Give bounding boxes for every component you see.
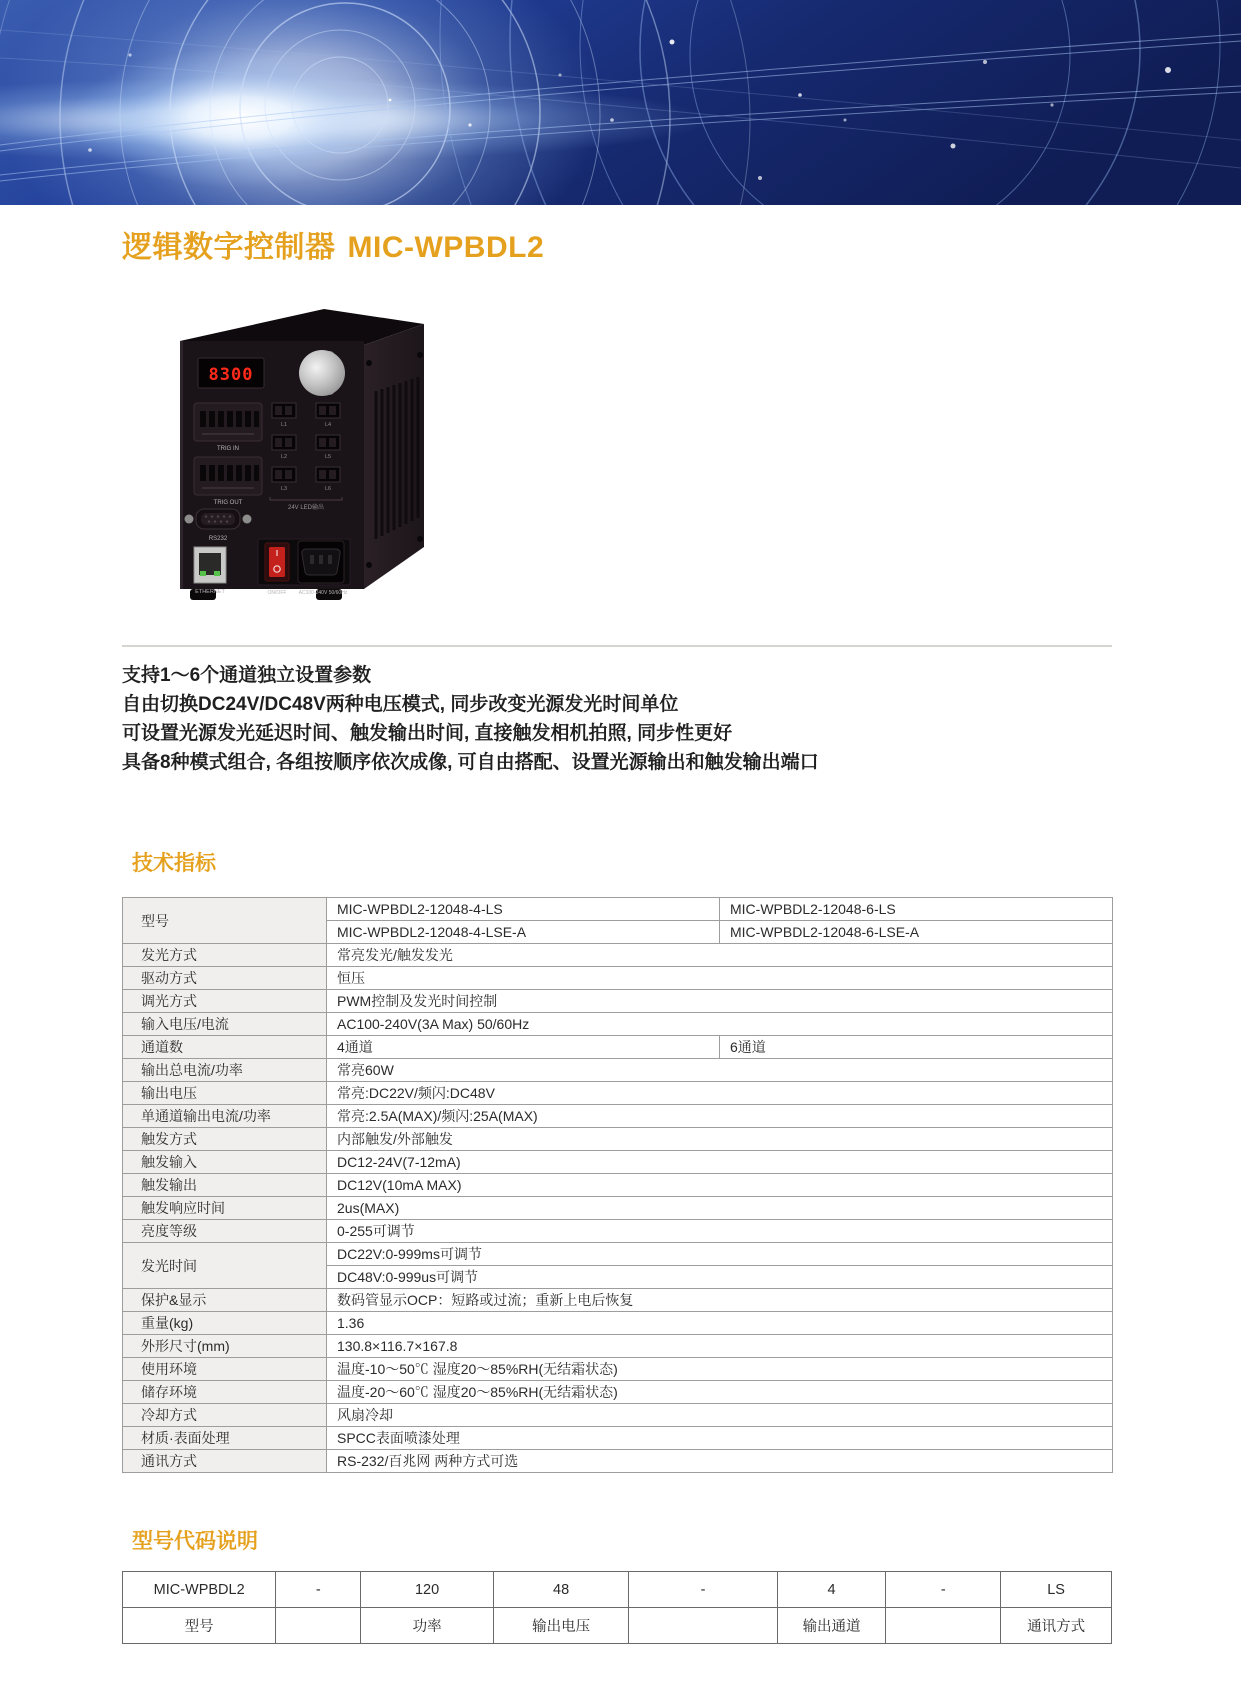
spec-label-cell: 输入电压/电流 <box>123 1013 327 1036</box>
spec-value-cell: 风扇冷却 <box>327 1404 1113 1427</box>
code-label-cell: 功率 <box>361 1608 494 1644</box>
spec-row <box>123 1128 1113 1151</box>
svg-text:L2: L2 <box>280 454 288 460</box>
spec-value-cell: AC100-240V(3A Max) 50/60Hz <box>327 1013 1113 1036</box>
spec-value-cell: 2us(MAX) <box>327 1197 1113 1220</box>
spec-label-cell: 触发输出 <box>123 1174 327 1197</box>
code-cell: LS <box>1001 1572 1112 1608</box>
spec-label-cell: 驱动方式 <box>123 967 327 990</box>
code-cell: 4 <box>777 1572 886 1608</box>
spec-row <box>123 1013 1113 1036</box>
spec-value-cell: MIC-WPBDL2-12048-6-LS <box>720 898 1113 921</box>
spec-row <box>123 990 1113 1013</box>
feature-line: 自由切换DC24V/DC48V两种电压模式, 同步改变光源发光时间单位 <box>122 694 679 715</box>
led-display <box>198 358 264 388</box>
code-cell: 120 <box>361 1572 494 1608</box>
spec-value-cell: 温度-10～50℃ 湿度20～85%RH(无结霜状态) <box>327 1358 1113 1381</box>
spec-label-cell: 通讯方式 <box>123 1450 327 1473</box>
page-title <box>122 229 1112 267</box>
spec-row <box>123 1082 1113 1105</box>
code-label-cell: 通讯方式 <box>1001 1608 1112 1644</box>
spec-label-cell: 外形尺寸(mm) <box>123 1335 327 1358</box>
spec-value-cell: DC22V:0-999ms可调节 <box>327 1243 1113 1266</box>
feature-list <box>122 661 1112 777</box>
svg-text:8300: 8300 <box>208 365 254 385</box>
spec-value-cell: 常亮:DC22V/频闪:DC48V <box>327 1082 1113 1105</box>
spec-label-cell: 储存环境 <box>123 1381 327 1404</box>
spec-value-cell: MIC-WPBDL2-12048-4-LS <box>327 898 720 921</box>
feature-line: 具备8种模式组合, 各组按顺序依次成像, 可自由搭配、设置光源输出和触发输出端口 <box>122 752 819 773</box>
spec-row <box>123 1427 1113 1450</box>
spec-value-cell: 温度-20～60℃ 湿度20～85%RH(无结霜状态) <box>327 1381 1113 1404</box>
spec-row <box>123 1450 1113 1473</box>
feature-line: 可设置光源发光延迟时间、触发输出时间, 直接触发相机拍照, 同步性更好 <box>122 723 733 744</box>
code-cell: - <box>629 1572 777 1608</box>
code-label-cell <box>886 1608 1001 1644</box>
spec-row <box>123 1174 1113 1197</box>
spec-value-cell: 0-255可调节 <box>327 1220 1113 1243</box>
svg-text:RS232: RS232 <box>208 536 228 542</box>
code-cell: - <box>276 1572 361 1608</box>
spec-row <box>123 1059 1113 1082</box>
spec-label-cell: 发光方式 <box>123 944 327 967</box>
spec-row <box>123 1289 1113 1312</box>
svg-text:L6: L6 <box>324 486 332 492</box>
spec-label-cell: 通道数 <box>123 1036 327 1059</box>
spec-row <box>123 898 1113 921</box>
spec-label-cell: 冷却方式 <box>123 1404 327 1427</box>
spec-row <box>123 1105 1113 1128</box>
spec-label-cell: 调光方式 <box>123 990 327 1013</box>
svg-text:ON/OFF: ON/OFF <box>267 590 287 596</box>
spec-value-cell: DC12-24V(7-12mA) <box>327 1151 1113 1174</box>
spec-value-cell: 1.36 <box>327 1312 1113 1335</box>
spec-value-cell: 130.8×116.7×167.8 <box>327 1335 1113 1358</box>
svg-text:ETHERNET: ETHERNET <box>195 589 225 595</box>
spec-label-cell: 输出总电流/功率 <box>123 1059 327 1082</box>
spec-row <box>123 1197 1113 1220</box>
spec-value-cell: RS-232/百兆网 两种方式可选 <box>327 1450 1113 1473</box>
spec-label-cell: 重量(kg) <box>123 1312 327 1335</box>
svg-text:L5: L5 <box>324 454 332 460</box>
banner-image <box>0 0 1241 205</box>
code-cell: MIC-WPBDL2 <box>123 1572 276 1608</box>
spec-row <box>123 1243 1113 1266</box>
spec-table <box>122 897 1113 1473</box>
spec-value-cell: MIC-WPBDL2-12048-4-LSE-A <box>327 921 720 944</box>
code-label-row <box>123 1608 1112 1644</box>
spec-row <box>123 1358 1113 1381</box>
model-code-table <box>122 1571 1112 1644</box>
spec-label-cell: 亮度等级 <box>123 1220 327 1243</box>
code-label-cell <box>629 1608 777 1644</box>
code-label-cell: 输出通道 <box>777 1608 886 1644</box>
model-code-section-title: 型号代码说明 <box>132 1530 258 1553</box>
spec-label-cell: 输出电压 <box>123 1082 327 1105</box>
spec-value-cell: 内部触发/外部触发 <box>327 1128 1113 1151</box>
spec-row <box>123 1381 1113 1404</box>
spec-value-cell: 恒压 <box>327 967 1113 990</box>
spec-value-cell: 常亮发光/触发发光 <box>327 944 1113 967</box>
spec-label-cell: 型号 <box>123 898 327 944</box>
svg-text:L4: L4 <box>324 422 332 428</box>
code-label-cell <box>276 1608 361 1644</box>
product-image <box>122 297 1112 605</box>
spec-row <box>123 967 1113 990</box>
code-cell: 48 <box>493 1572 628 1608</box>
spec-label-cell: 触发响应时间 <box>123 1197 327 1220</box>
page-title-model: MIC-WPBDL2 <box>347 231 545 264</box>
spec-row <box>123 1220 1113 1243</box>
spec-value-cell: MIC-WPBDL2-12048-6-LSE-A <box>720 921 1113 944</box>
spec-label-cell: 材质·表面处理 <box>123 1427 327 1450</box>
svg-text:TRIG IN: TRIG IN <box>217 446 239 452</box>
spec-row <box>123 1312 1113 1335</box>
spec-label-cell: 触发输入 <box>123 1151 327 1174</box>
code-value-row <box>123 1572 1112 1608</box>
svg-text:AC100-240V 50/60Hz: AC100-240V 50/60Hz <box>298 590 348 596</box>
code-label-cell: 输出电压 <box>493 1608 628 1644</box>
spec-label-cell: 保护&显示 <box>123 1289 327 1312</box>
spec-value-cell: 常亮:2.5A(MAX)/频闪:25A(MAX) <box>327 1105 1113 1128</box>
svg-text:TRIG OUT: TRIG OUT <box>213 500 243 506</box>
section-divider <box>122 645 1112 647</box>
spec-label-cell: 使用环境 <box>123 1358 327 1381</box>
spec-row <box>123 1036 1113 1059</box>
spec-row <box>123 944 1113 967</box>
spec-row <box>123 1335 1113 1358</box>
control-knob-icon <box>299 350 345 396</box>
spec-row <box>123 1151 1113 1174</box>
specs-section-title: 技术指标 <box>132 852 216 875</box>
spec-value-cell: PWM控制及发光时间控制 <box>327 990 1113 1013</box>
svg-text:L3: L3 <box>280 486 288 492</box>
spec-value-cell: 6通道 <box>720 1036 1113 1059</box>
spec-value-cell: 常亮60W <box>327 1059 1113 1082</box>
spec-label-cell: 发光时间 <box>123 1243 327 1289</box>
spec-label-cell: 单通道输出电流/功率 <box>123 1105 327 1128</box>
spec-value-cell: SPCC表面喷漆处理 <box>327 1427 1113 1450</box>
code-label-cell: 型号 <box>123 1608 276 1644</box>
page-title-zh: 逻辑数字控制器 <box>122 231 336 264</box>
code-cell: - <box>886 1572 1001 1608</box>
spec-label-cell: 触发方式 <box>123 1128 327 1151</box>
spec-row <box>123 1404 1113 1427</box>
spec-value-cell: 数码管显示OCP：短路或过流；重新上电后恢复 <box>327 1289 1113 1312</box>
feature-line: 支持1～6个通道独立设置参数 <box>122 665 372 686</box>
spec-value-cell: DC12V(10mA MAX) <box>327 1174 1113 1197</box>
svg-text:L1: L1 <box>280 422 288 428</box>
svg-text:24V LED输出: 24V LED输出 <box>287 505 325 511</box>
spec-value-cell: DC48V:0-999us可调节 <box>327 1266 1113 1289</box>
spec-value-cell: 4通道 <box>327 1036 720 1059</box>
